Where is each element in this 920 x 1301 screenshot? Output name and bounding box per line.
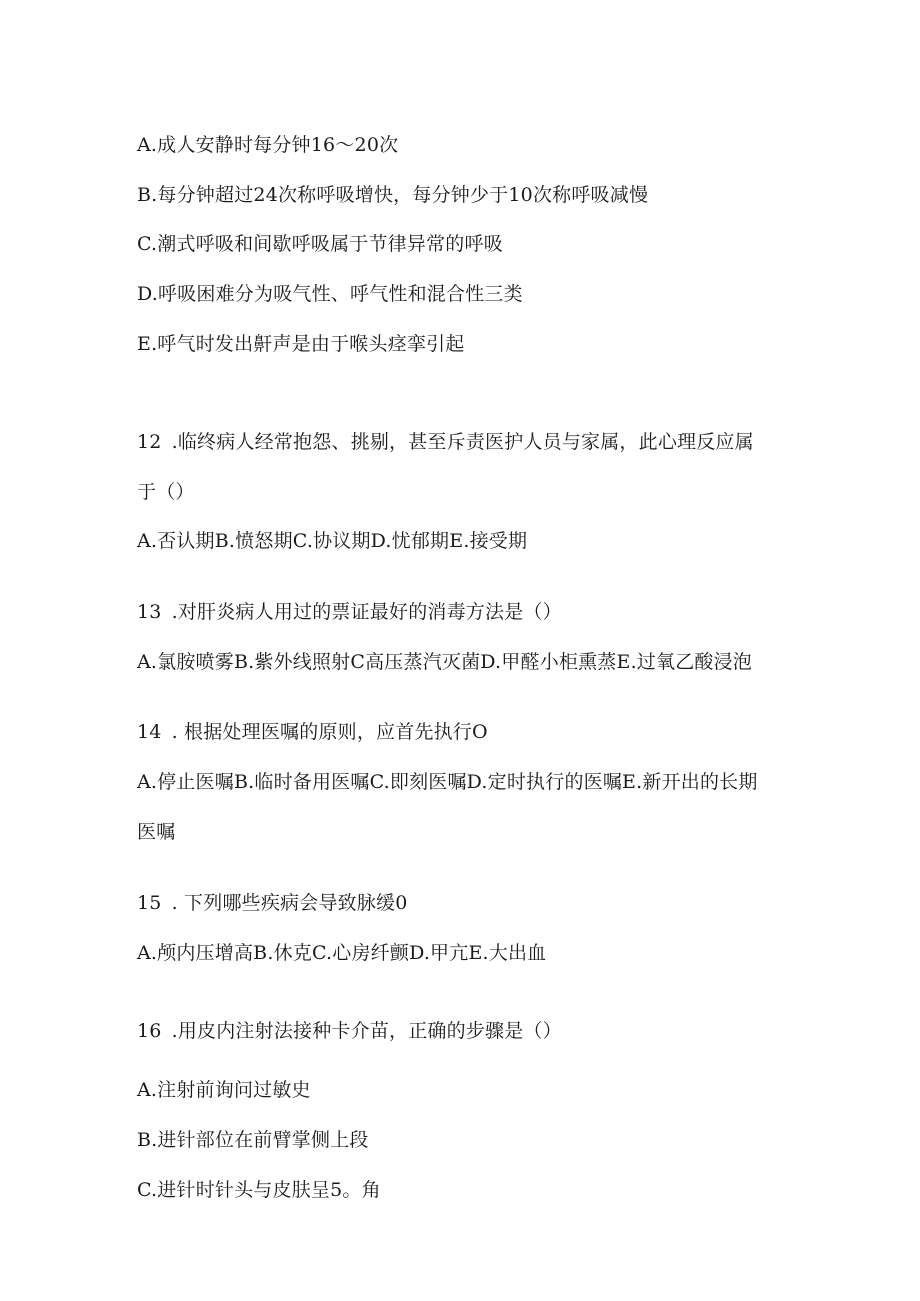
option-d: D.呼吸困难分为吸气性、呼气性和混合性三类 [137,283,523,305]
question-14-options: A.停止医嘱B.临时备用医嘱C.即刻医嘱D.定时执行的医嘱E.新开出的长期 [137,771,758,793]
question-text: .用皮内注射法接种卡介苗，正确的步骤是（） [171,1020,562,1042]
question-16-option-a: A.注射前询问过敏史 [137,1079,311,1101]
question-number: 16 [137,1020,162,1042]
question-14-options-cont: 医嘱 [137,821,176,843]
question-12-stem-cont: 于（） [137,481,195,503]
question-number: 13 [137,601,162,623]
question-text: .临终病人经常抱怨、挑剔，甚至斥责医护人员与家属，此心理反应属 [171,431,754,453]
option-b: B.每分钟超过24次称呼吸增快，每分钟少于10次称呼吸减慢 [137,184,649,206]
question-text: . 根据处理医嘱的原则，应首先执行O [171,721,488,743]
question-number: 12 [137,431,162,453]
option-c: C.潮式呼吸和间歇呼吸属于节律异常的呼吸 [137,233,503,255]
question-text: .对肝炎病人用过的票证最好的消毒方法是（） [171,601,562,623]
question-15-options: A.颅内压增高B.休克C.心房纤颤D.甲亢E.大出血 [137,942,547,964]
question-15-stem [137,891,408,915]
question-number: 14 [137,721,162,743]
question-12-options: A.否认期B.愤怒期C.协议期D.忧郁期E.接受期 [137,530,528,552]
question-text: . 下列哪些疾病会导致脉缓0 [171,892,408,914]
question-16-stem [137,1019,562,1043]
question-13-options: A.氯胺喷雾B.紫外线照射C高压蒸汽灭菌D.甲醛小柜熏蒸E.过氧乙酸浸泡 [137,651,753,673]
question-13-stem [137,600,562,624]
question-14-stem [137,720,488,744]
question-16-option-c: C.进针时针头与皮肤呈5。角 [137,1179,381,1201]
option-e: E.呼气时发出鼾声是由于喉头痉挛引起 [137,333,465,355]
option-a: A.成人安静时每分钟16～20次 [137,134,399,156]
question-number: 15 [137,892,162,914]
question-16-option-b: B.进针部位在前臂掌侧上段 [137,1129,369,1151]
question-12-stem [137,430,754,454]
